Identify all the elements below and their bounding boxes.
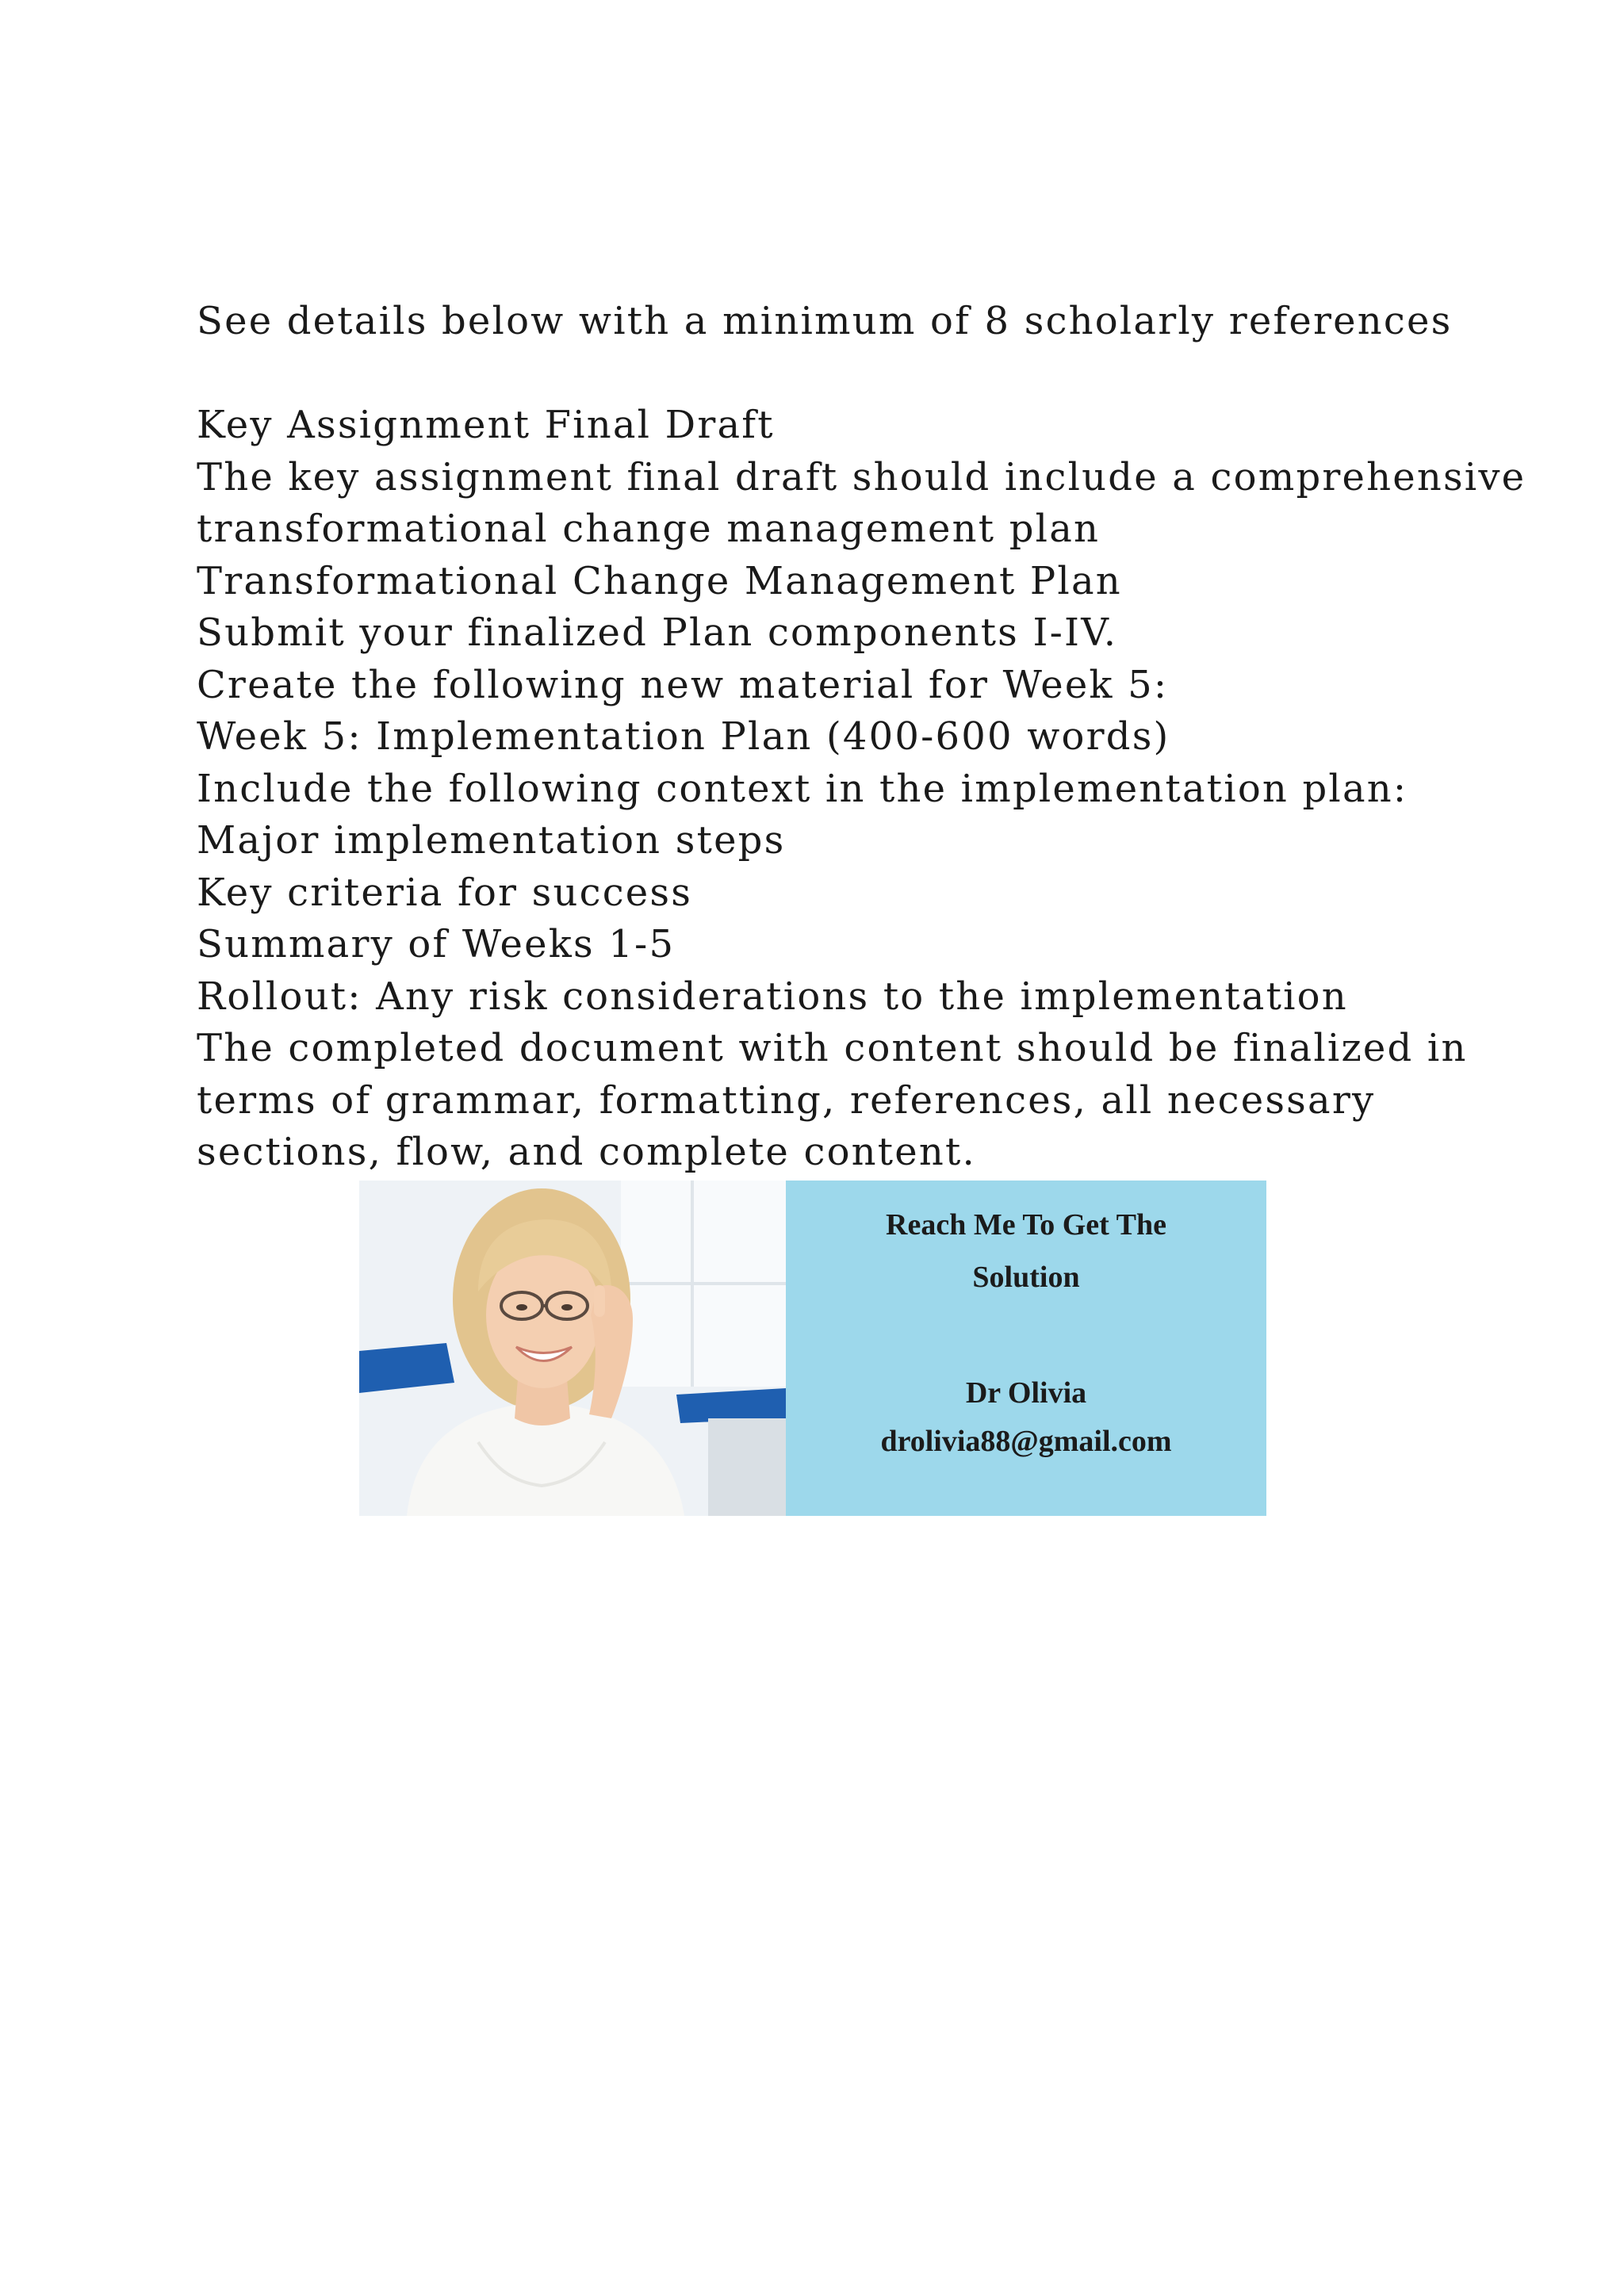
text-line: Summary of Weeks 1-5: [197, 922, 676, 966]
ad-contact-name: Dr Olivia: [965, 1376, 1087, 1410]
ad-headline-line2: Solution: [972, 1261, 1080, 1294]
text-line: Transformational Change Management Plan: [197, 558, 1122, 603]
contact-ad-banner: [359, 1181, 1266, 1516]
assignment-text: [197, 296, 1545, 1179]
text-line: transformational change management plan: [197, 507, 1101, 551]
text-line: Create the following new material for Week 5:: [197, 662, 1169, 707]
woman-illustration: [359, 1181, 786, 1516]
blank-line: [197, 348, 1545, 400]
heading-key-assignment: Key Assignment Final Draft: [197, 403, 775, 447]
text-line: Rollout: Any risk considerations to the implementation: [197, 974, 1348, 1019]
text-line: sections, flow, and complete content.: [197, 1130, 976, 1174]
ad-contact-email[interactable]: drolivia88@gmail.com: [880, 1425, 1172, 1458]
text-line: Week 5: Implementation Plan (400-600 words): [197, 714, 1170, 759]
text-line: Key criteria for success: [197, 870, 693, 915]
text-line: Include the following context in the implementation plan:: [197, 766, 1408, 811]
text-line: Major implementation steps: [197, 818, 786, 863]
text-line: terms of grammar, formatting, references, all necessary: [197, 1077, 1376, 1123]
intro-line: See details below with a minimum of 8 scholarly references: [197, 299, 1453, 343]
text-line: The completed document with content should be finalized in: [197, 1026, 1468, 1070]
contact-panel: [786, 1181, 1266, 1516]
text-line: Submit your finalized Plan components I-IV.: [197, 610, 1118, 655]
text-line: The key assignment final draft should include a comprehensive: [197, 454, 1526, 499]
woman-photo: [359, 1181, 786, 1516]
ad-headline-line1: Reach Me To Get The: [886, 1208, 1166, 1242]
